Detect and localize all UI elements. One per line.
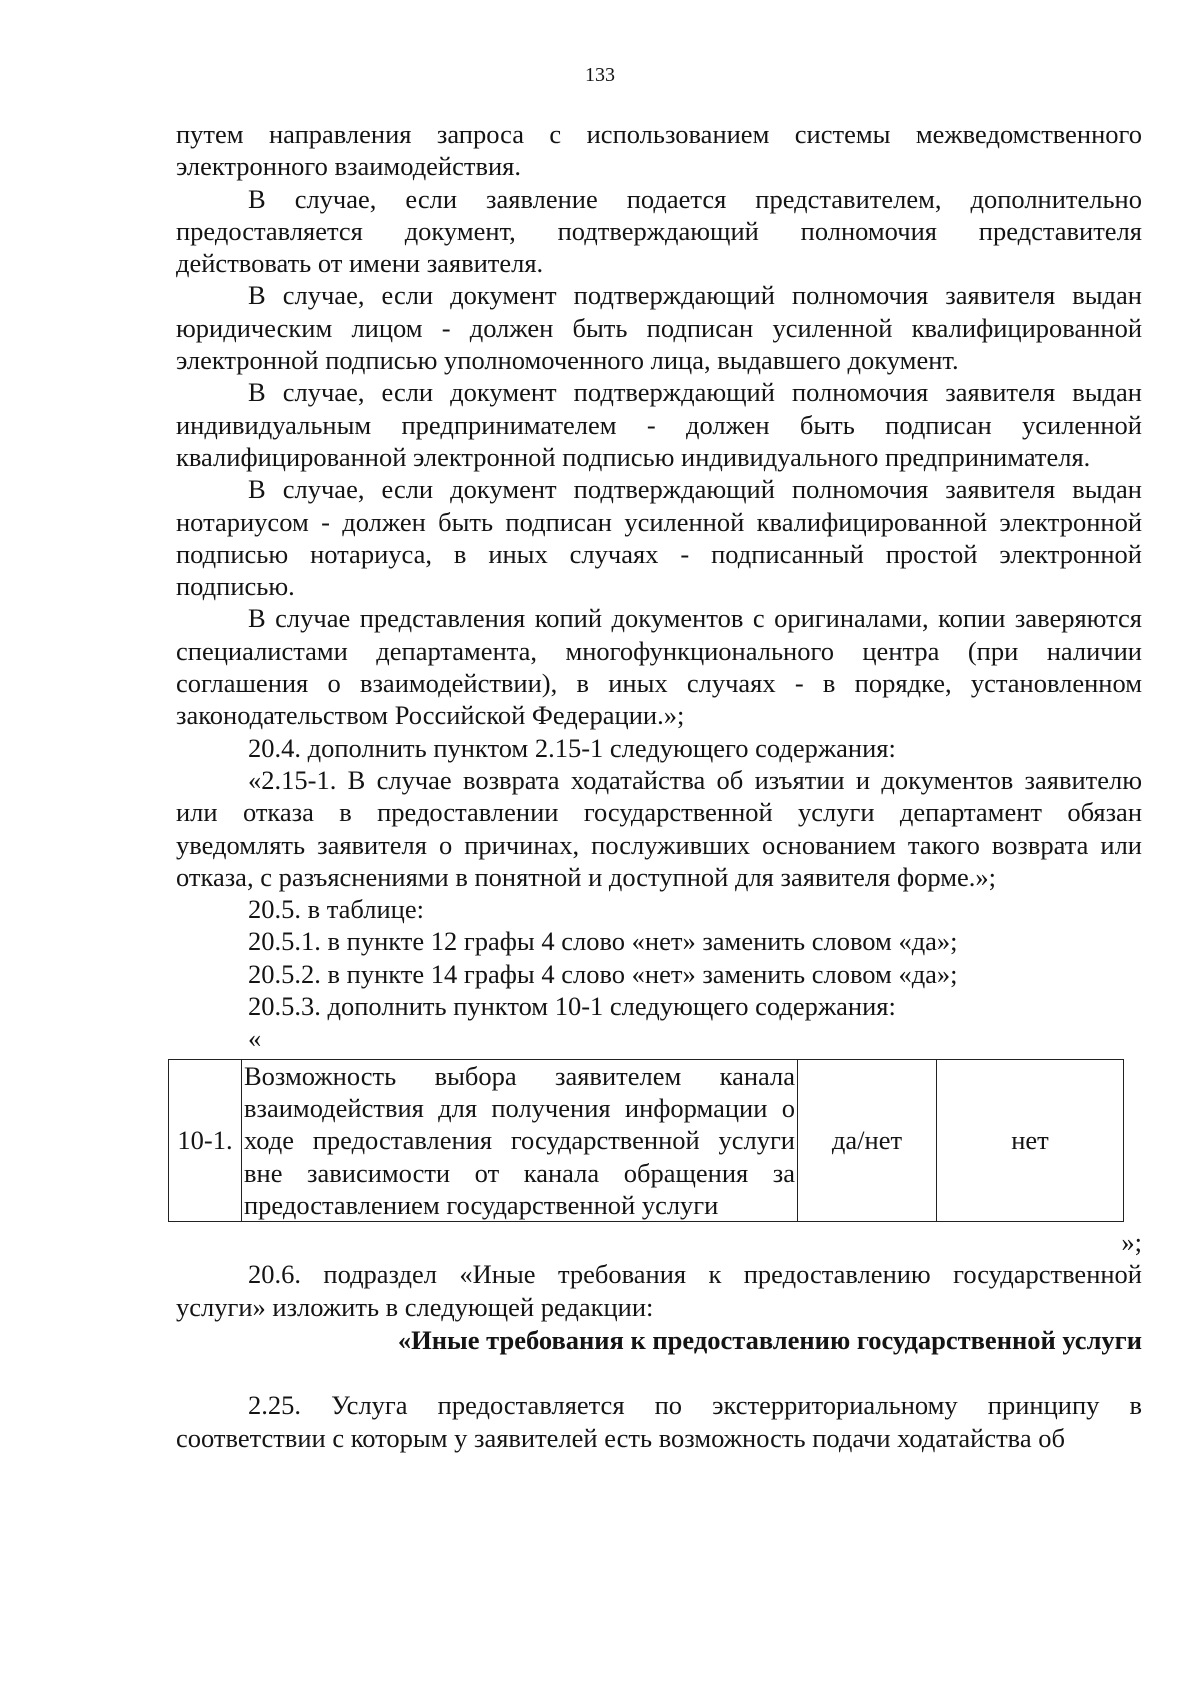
table-row [169,1059,1124,1221]
row-options-cell: да/нет [798,1059,937,1221]
opening-quote: « [248,1023,262,1054]
paragraph: В случае, если документ подтверждающий полномочия заявителя выдан нотариусом - должен быть подписан усиленной квалифицированной электронной подписью нотариуса, в иных случаях - подписанный простой электронной подписью. [176,474,1142,602]
paragraph: В случае, если документ подтверждающий полномочия заявителя выдан индивидуальным предпринимателем - должен быть подписан усиленной квалифицированной электронной подписью индивидуального предпринимателя. [176,377,1142,472]
row-description-cell: Возможность выбора заявителем канала взаимодействия для получения информации о ходе предоставления государственной услуги вне зависимости от канала обращения за предоставлением государственной услуги [242,1059,798,1221]
row-number-cell: 10-1. [169,1059,242,1221]
paragraph: 20.4. дополнить пунктом 2.15-1 следующего содержания: [248,732,896,763]
closing-quote: »; [1121,1227,1142,1258]
page-number: 133 [585,64,615,86]
row-value-cell: нет [937,1059,1124,1221]
paragraph: 20.5.3. дополнить пунктом 10-1 следующего содержания: [248,991,896,1022]
paragraph: путем направления запроса с использованием системы межведомственного электронного взаимодействия. [176,119,1142,182]
paragraph: 2.25. Услуга предоставляется по экстерриториальному принципу в соответствии с которым у заявителей есть возможность подачи ходатайства об [176,1390,1142,1453]
paragraph: 20.5.2. в пункте 14 графы 4 слово «нет» заменить словом «да»; [248,958,958,989]
paragraph: 20.5. в таблице: [248,894,424,925]
paragraph: В случае, если заявление подается представителем, дополнительно предоставляется документ, подтверждающий полномочия представителя действовать от имени заявителя. [176,183,1142,279]
paragraph: В случае, если документ подтверждающий полномочия заявителя выдан юридическим лицом - должен быть подписан усиленной квалифицированной электронной подписью уполномоченного лица, выдавшего документ. [176,280,1142,376]
paragraph: 20.6. подраздел «Иные требования к предоставлению государственной услуги» изложить в следующей редакции: [176,1259,1142,1322]
section-heading: «Иные требования к предоставлению государственной услуги [397,1324,1142,1355]
document-body [176,118,1142,1454]
paragraph: 20.5.1. в пункте 12 графы 4 слово «нет» заменить словом «да»; [248,926,958,957]
paragraph: В случае представления копий документов с оригиналами, копии заверяются специалистами департамента, многофункционального центра (при наличии соглашения о взаимодействии), в иных случаях - в порядке, установленном законодательством Российской Федерации.»; [176,603,1142,731]
amendment-table [168,1059,1124,1222]
paragraph: «2.15-1. В случае возврата ходатайства об изъятии и документов заявителю или отказа в предоставлении государственной услуги департамент обязан уведомлять заявителя о причинах, послуживших основанием такого возврата или отказа, с разъяснениями в понятной и доступной для заявителя форме.»; [176,764,1142,892]
